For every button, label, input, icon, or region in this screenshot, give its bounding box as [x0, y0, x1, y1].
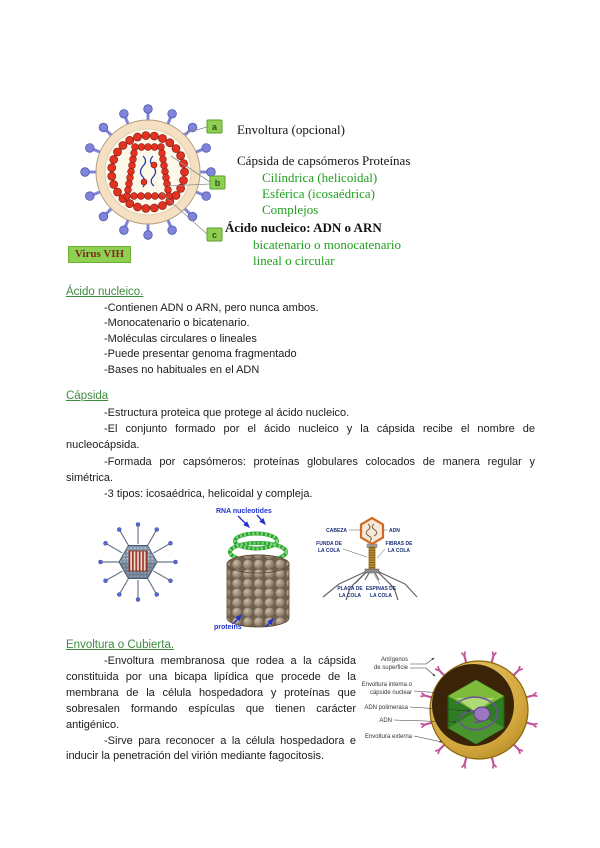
- phage-tail-sheath-icon: [369, 547, 375, 569]
- paragraph: -3 tipos: icosaédrica, helicoidal y compleja.: [104, 488, 313, 501]
- nucleic-type-shape: lineal o circular: [253, 253, 335, 268]
- list-item: -Monocatenario o bicatenario.: [104, 317, 250, 330]
- phage-plate-label-1: PLACA DE: [337, 586, 363, 592]
- acido-nucleico-heading: Ácido nucleico.: [66, 286, 144, 298]
- hiv-protein-dot-icon: [141, 179, 147, 185]
- helical-capsid-figure: [210, 502, 298, 634]
- acido-nucleico-list: [104, 301, 319, 378]
- phage-fibers-label-2: LA COLA: [387, 548, 411, 554]
- hepb-inner-envelope-label-2: cápside nuclear: [369, 690, 412, 696]
- paragraph: -Sirve para reconocer a la célula hospedadora e inducir la penetración del virión mediante fagocitosis.: [66, 734, 356, 763]
- phage-base-plate-icon: [365, 569, 379, 573]
- list-item: -Puede presentar genoma fragmentado: [104, 348, 297, 361]
- rna-arrow-icon: [238, 516, 249, 527]
- phage-head-label: CABEZA: [326, 528, 347, 534]
- paragraph: -El conjunto formado por el ácido nucleico y la cápsida recibe el nombre de nucleocápsida.: [66, 423, 535, 452]
- hiv-envelope-label: Envoltura (opcional): [237, 122, 345, 137]
- paragraph: -Formada por capsómeros: proteínas globulares colocados de manera regular y simétrica.: [66, 455, 535, 484]
- hiv-capsid-label: Cápsida de capsómeros: [237, 153, 360, 168]
- hepb-dna-label: ADN: [379, 718, 392, 724]
- hiv-proteins-label: Proteínas: [362, 153, 411, 168]
- envoltura-heading: Envoltura o Cubierta.: [66, 639, 175, 651]
- protein-cylinder-top-icon: [227, 555, 289, 573]
- adeno-dna-core-icon: [129, 551, 147, 571]
- envoltura-paragraphs: [66, 654, 356, 765]
- nucleic-type-strands: bicatenario o monocatenario: [253, 237, 401, 252]
- phage-fibers-label-1: FIBRAS DE: [385, 541, 413, 547]
- virus-vih-caption: Virus VIH: [68, 246, 131, 263]
- rna-nucleotides-label: RNA nucleotides: [216, 508, 272, 515]
- icosahedral-virus-figure: [98, 515, 178, 611]
- phage-spikes-label-1: ESPINAS DE: [365, 586, 397, 592]
- capsid-type-cylindrical: Cilíndrica (helicoidal): [262, 170, 378, 185]
- list-item: -Moléculas circulares o lineales: [104, 332, 257, 345]
- phage-dna-label: ADN: [389, 528, 400, 534]
- paragraph: -Estructura proteica que protege al ácido nucleico.: [104, 407, 350, 419]
- hepb-polymerase-label: ADN polimerasa: [364, 705, 408, 711]
- phage-sheath-label-2: LA COLA: [317, 548, 341, 554]
- enveloped-virus-figure: [356, 646, 546, 774]
- list-item: -Contienen ADN o ARN, pero nunca ambos.: [104, 302, 319, 314]
- phage-sheath-label-1: FUNDA DE: [316, 541, 342, 547]
- hiv-marker-c-letter: c: [211, 230, 218, 240]
- hiv-protein-dot-icon: [151, 162, 157, 168]
- hepb-outer-envelope-label: Envoltura externa: [364, 734, 412, 740]
- hiv-marker-c: [207, 228, 222, 241]
- hiv-virus-figure: [63, 98, 233, 250]
- rna-arrow-icon: [257, 515, 265, 524]
- hepb-inner-envelope-label-1: Envoltura interna o: [361, 682, 412, 688]
- phage-head-icon: [361, 518, 383, 544]
- hiv-marker-b: [210, 176, 225, 189]
- proteins-label: proteins: [214, 624, 242, 631]
- capsida-heading: Cápsida: [66, 390, 109, 402]
- rna-spiral-beads-icon: [235, 534, 277, 549]
- phage-plate-label-2: LA COLA: [338, 593, 362, 599]
- hepb-antigens-label-1: Antígenos: [380, 657, 408, 663]
- capsid-type-spherical: Esférica (icosaédrica): [262, 186, 375, 201]
- hiv-marker-a-letter: a: [211, 122, 218, 132]
- nucleic-acid-label: Ácido nucleico: ADN o ARN: [225, 220, 382, 235]
- list-item: -Bases no habituales en el ADN: [104, 363, 260, 376]
- paragraph: -Envoltura membranosa que rodea a la cápsida constituida por una bicapa lipídica que procede de la membrana de la célula hospedadora y proteínas que sobresalen formando espículas que tienen carácter antigénico.: [66, 655, 356, 731]
- hiv-matrix-icon: [105, 129, 191, 215]
- hiv-marker-b-letter: b: [214, 178, 221, 188]
- hepb-antigens-label-2: de superficie: [373, 665, 408, 671]
- phage-spikes-label-2: LA COLA: [369, 593, 393, 599]
- capsid-type-complex: Complejos: [262, 202, 319, 217]
- bacteriophage-figure: [303, 514, 421, 606]
- capsida-paragraphs: [66, 405, 535, 502]
- hiv-marker-a: [207, 120, 222, 133]
- hepb-polymerase-icon: [474, 707, 490, 721]
